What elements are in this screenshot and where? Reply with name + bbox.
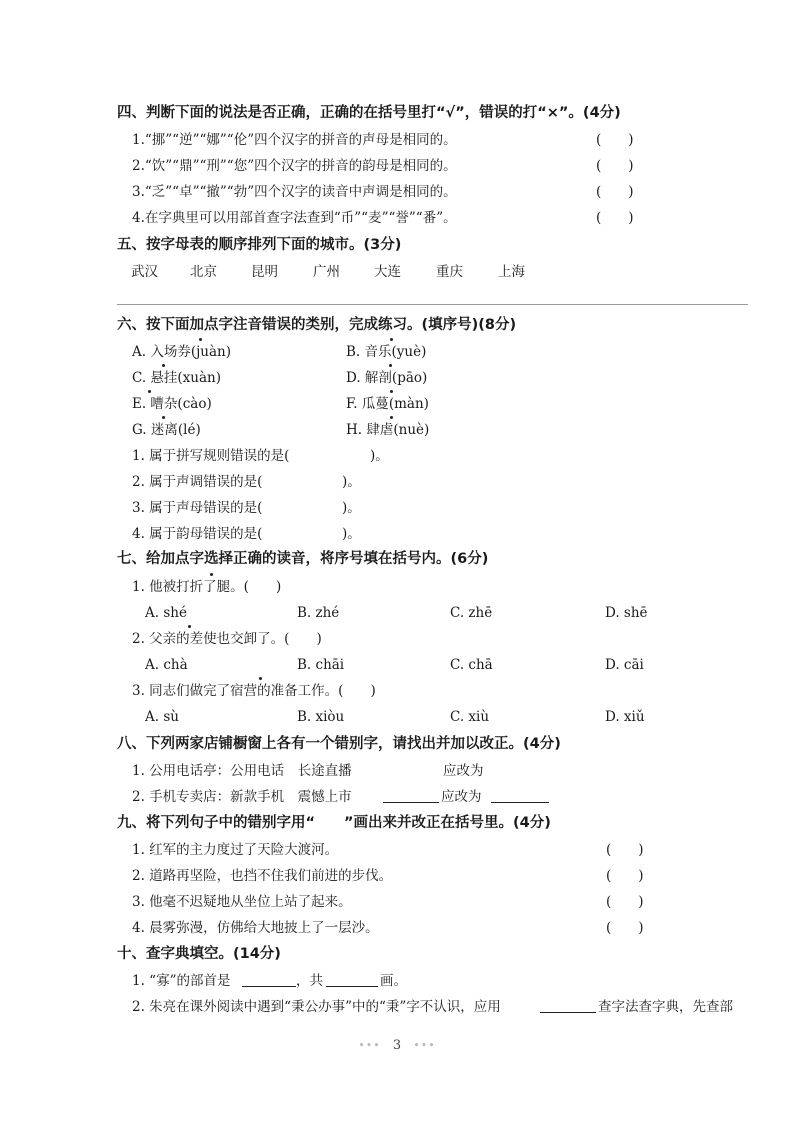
s7-q3-option-c[interactable]: C. xiù <box>450 709 490 725</box>
s6-question-1: 1. 属于拼写规则错误的是( <box>132 448 290 464</box>
s9-item-2: 2. 道路再坚险，也挡不住我们前进的步伐。 <box>132 868 393 884</box>
page-number: 3 <box>392 1038 402 1053</box>
emphasis-dot <box>148 390 151 393</box>
emphasis-dot <box>390 338 393 341</box>
s10-q2-part-b: 查字法查字典，先查部 <box>598 999 733 1015</box>
emphasis-dot <box>210 573 213 576</box>
s6-option-d: D. 解剖(pāo) <box>346 370 428 386</box>
city-1: 武汉 <box>131 264 158 280</box>
s7-question-2: 2. 父亲的差使也交卸了。( ) <box>132 631 322 647</box>
s7-q1-option-b[interactable]: B. zhé <box>297 605 340 621</box>
s10-q1-part-a: 1. “寡”的部首是 <box>132 973 231 989</box>
city-3: 昆明 <box>251 264 278 280</box>
s9-item-3: 3. 他毫不迟疑地从坐位上站了起来。 <box>132 894 352 910</box>
s8-blank-correct-char[interactable] <box>491 788 549 803</box>
s8-row-2: 2. 手机专卖店：新款手机 震憾上市 <box>132 789 352 805</box>
s6-option-a: A. 入场券(juàn) <box>132 344 231 360</box>
s4-item-4: 4.在字典里可以用部首查字法查到“币”“麦”“誉”“番”。 <box>132 210 457 226</box>
s9-item-4: 4. 晨雾弥漫，仿佛给大地披上了一层沙。 <box>132 920 379 936</box>
s7-question-3: 3. 同志们做完了宿营的准备工作。( ) <box>132 683 376 699</box>
s7-q1-option-d[interactable]: D. shē <box>605 605 648 621</box>
s7-q2-option-d[interactable]: D. cāi <box>605 657 644 673</box>
s9-item-1: 1. 红军的主力度过了天险大渡河。 <box>132 842 339 858</box>
s10-blank-lookup-method[interactable] <box>540 998 596 1013</box>
s9-answer-paren-1[interactable]: ( ) <box>606 842 644 858</box>
s7-q1-option-c[interactable]: C. zhē <box>450 605 493 621</box>
s6-q4-close: )。 <box>342 526 361 542</box>
s7-q2-option-c[interactable]: C. chā <box>450 657 493 673</box>
page-footer <box>330 1038 464 1053</box>
page-dots-left: ••• <box>358 1039 381 1052</box>
s6-option-h: H. 肆虐(nuè) <box>346 422 430 438</box>
s9-answer-paren-2[interactable]: ( ) <box>606 868 644 884</box>
s4-item-1: 1.“挪”“逆”“娜”“伦”四个汉字的拼音的声母是相同的。 <box>132 132 457 148</box>
s7-q3-option-d[interactable]: D. xiǔ <box>605 709 645 725</box>
city-6: 重庆 <box>436 264 463 280</box>
s4-answer-paren-4[interactable]: ( ) <box>596 210 634 226</box>
section-5-title: 五、按字母表的顺序排列下面的城市。(3分) <box>117 237 402 253</box>
s8-row-1: 1. 公用电话亭：公用电话 长途直播 <box>132 763 352 779</box>
emphasis-dot <box>390 416 393 419</box>
s6-option-c: C. 悬挂(xuàn) <box>132 370 222 386</box>
s6-option-g: G. 迷离(lé) <box>132 422 201 438</box>
section-divider <box>117 304 748 305</box>
s6-option-f: F. 瓜蔓(màn) <box>346 396 429 412</box>
s7-q3-option-b[interactable]: B. xiòu <box>297 709 345 725</box>
s4-answer-paren-3[interactable]: ( ) <box>596 184 634 200</box>
s7-q2-option-b[interactable]: B. chāi <box>297 657 345 673</box>
s8-row-2-correction-label: 应改为 <box>441 789 482 805</box>
s6-question-3: 3. 属于声母错误的是( <box>132 500 263 516</box>
city-7: 上海 <box>498 264 525 280</box>
emphasis-dot <box>199 338 202 341</box>
s10-blank-stroke-count[interactable] <box>326 972 378 987</box>
s4-answer-paren-1[interactable]: ( ) <box>596 132 634 148</box>
s4-answer-paren-2[interactable]: ( ) <box>596 158 634 174</box>
s9-answer-paren-3[interactable]: ( ) <box>606 894 644 910</box>
s6-q3-close: )。 <box>342 500 361 516</box>
s10-q1-part-b: ，共 <box>296 973 323 989</box>
s7-question-1: 1. 他被打折了腿。( ) <box>132 579 282 595</box>
emphasis-dot <box>162 416 165 419</box>
section-4-title: 四、判断下面的说法是否正确，正确的在括号里打“√”，错误的打“×”。(4分) <box>117 105 621 121</box>
s6-option-b: B. 音乐(yuè) <box>346 344 427 360</box>
page-dots-right: ••• <box>413 1039 436 1052</box>
s6-question-4: 4. 属于韵母错误的是( <box>132 526 263 542</box>
s10-q1-part-c: 画。 <box>380 973 407 989</box>
s6-option-e: E. 嘈杂(cào) <box>132 396 212 412</box>
emphasis-dot <box>188 625 191 628</box>
emphasis-dot <box>390 390 393 393</box>
city-4: 广州 <box>313 264 340 280</box>
s8-blank-wrong-char[interactable] <box>383 788 439 803</box>
city-2: 北京 <box>190 264 217 280</box>
s10-blank-radical[interactable] <box>242 972 296 987</box>
city-5: 大连 <box>374 264 401 280</box>
s6-q2-close: )。 <box>342 474 361 490</box>
s7-q2-option-a[interactable]: A. chà <box>145 657 188 673</box>
s6-question-2: 2. 属于声调错误的是( <box>132 474 263 490</box>
s4-item-2: 2.“饮”“鼎”“刑”“您”四个汉字的拼音的韵母是相同的。 <box>132 158 457 174</box>
section-10-title: 十、查字典填空。(14分) <box>117 946 281 962</box>
s6-q1-close: )。 <box>370 448 389 464</box>
section-7-title: 七、给加点字选择正确的读音，将序号填在括号内。(6分) <box>117 551 489 567</box>
emphasis-dot <box>259 677 262 680</box>
s7-q3-option-a[interactable]: A. sù <box>145 709 179 725</box>
s4-item-3: 3.“乏”“卓”“撤”“勃”四个汉字的读音中声调是相同的。 <box>132 184 457 200</box>
s8-row-1-correction-label: 应改为 <box>443 763 484 779</box>
section-8-title: 八、下列两家店铺橱窗上各有一个错别字，请找出并加以改正。(4分) <box>117 736 561 752</box>
s10-q2-part-a: 2. 朱亮在课外阅读中遇到“秉公办事”中的“秉”字不认识，应用 <box>132 999 501 1015</box>
s7-q1-option-a[interactable]: A. shé <box>145 605 187 621</box>
emphasis-dot <box>162 364 165 367</box>
section-6-title: 六、按下面加点字注音错误的类别，完成练习。(填序号)(8分) <box>117 317 517 333</box>
section-9-title: 九、将下列句子中的错别字用“ ”画出来并改正在括号里。(4分) <box>117 815 551 831</box>
s9-answer-paren-4[interactable]: ( ) <box>606 920 644 936</box>
emphasis-dot <box>389 364 392 367</box>
